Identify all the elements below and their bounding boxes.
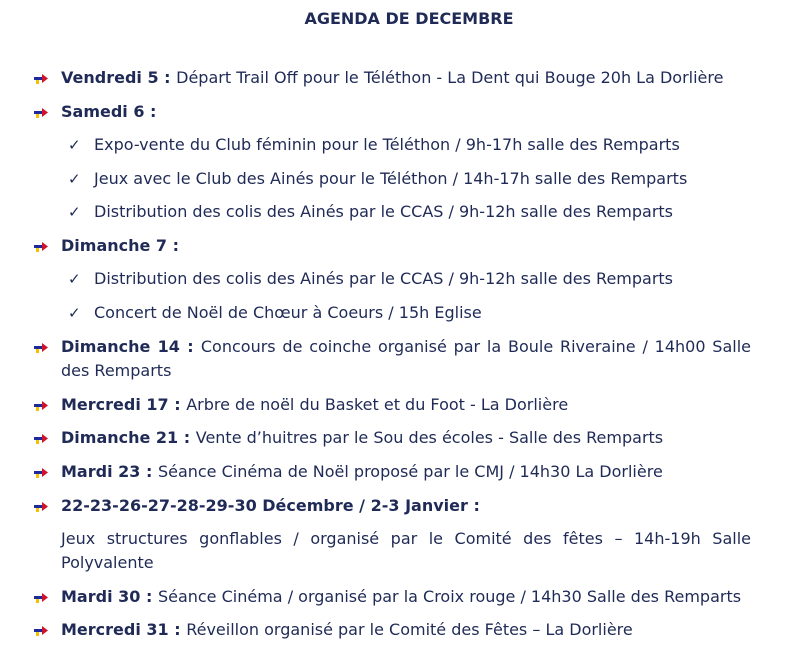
event-separator: :: [168, 620, 187, 639]
event-separator: :: [179, 337, 201, 356]
event-text: Concours de coinche organisé par la Boule Riveraine / 14h00 Salle des Remparts: [61, 337, 751, 380]
event-separator: :: [168, 395, 187, 414]
event-date: Dimanche 21: [61, 428, 179, 447]
event-line: [61, 494, 751, 518]
event-date: 22-23-26-27-28-29-30 Décembre / 2-3 Janvier: [61, 496, 468, 515]
event-separator: :: [140, 462, 158, 481]
arrow-bullet-icon: [34, 398, 48, 412]
checkmark-icon: ✓: [68, 270, 81, 288]
arrow-bullet-icon: [34, 340, 48, 354]
event-line: [61, 335, 751, 383]
event-text: Séance Cinéma de Noël proposé par le CMJ / 14h30 La Dorlière: [157, 462, 663, 481]
event-line: [61, 585, 751, 609]
event-text: Réveillon organisé par le Comité des Fêtes – La Dorlière: [186, 620, 633, 639]
event-date: Mercredi 31: [61, 620, 169, 639]
checkmark-icon: ✓: [68, 304, 81, 322]
arrow-bullet-icon: [34, 431, 48, 445]
sub-event: Expo-vente du Club féminin pour le Téléthon / 9h-17h salle des Remparts: [94, 135, 680, 154]
event-text: Départ Trail Off pour le Téléthon - La Dent qui Bouge 20h La Dorlière: [176, 68, 724, 87]
arrow-bullet-icon: [34, 499, 48, 513]
sub-event: Distribution des colis des Ainés par le CCAS / 9h-12h salle des Remparts: [94, 269, 674, 288]
arrow-bullet-icon: [34, 623, 48, 637]
event-line: [61, 66, 751, 90]
checkmark-icon: ✓: [68, 203, 81, 221]
event-text: Séance Cinéma / organisé par la Croix rouge / 14h30 Salle des Remparts: [157, 587, 742, 606]
checkmark-icon: ✓: [68, 170, 81, 188]
event-line: [61, 460, 751, 484]
event-line: [61, 234, 751, 258]
event-date: Dimanche 7: [61, 236, 168, 255]
event-date: Mercredi 17: [61, 395, 169, 414]
sub-event: Distribution des colis des Ainés par le CCAS / 9h-12h salle des Remparts: [94, 202, 674, 221]
event-line: [61, 618, 751, 642]
event-date: Vendredi 5: [61, 68, 159, 87]
event-separator: :: [167, 236, 180, 255]
arrow-bullet-icon: [34, 105, 48, 119]
event-separator: :: [158, 68, 177, 87]
event-text: Arbre de noël du Basket et du Foot - La Dorlière: [186, 395, 569, 414]
event-date: Mardi 30: [61, 587, 141, 606]
event-separator: :: [140, 587, 158, 606]
arrow-bullet-icon: [34, 590, 48, 604]
agenda-title: AGENDA DE DECEMBRE: [304, 9, 514, 28]
event-continuation: Jeux structures gonflables / organisé par le Comité des fêtes – 14h-19h Salle Polyvalente: [61, 529, 751, 572]
event-date: Dimanche 14: [61, 337, 180, 356]
event-line: [61, 100, 751, 124]
event-line: [61, 426, 751, 450]
sub-event: Concert de Noël de Chœur à Coeurs / 15h Eglise: [94, 303, 482, 322]
arrow-bullet-icon: [34, 239, 48, 253]
event-date: Samedi 6: [61, 102, 145, 121]
sub-event: Jeux avec le Club des Ainés pour le Téléthon / 14h-17h salle des Remparts: [94, 169, 688, 188]
event-separator: :: [144, 102, 157, 121]
event-text: Vente d’huitres par le Sou des écoles - Salle des Remparts: [195, 428, 664, 447]
arrow-bullet-icon: [34, 465, 48, 479]
event-date: Mardi 23: [61, 462, 141, 481]
arrow-bullet-icon: [34, 71, 48, 85]
event-line: [61, 393, 751, 417]
event-separator: :: [467, 496, 480, 515]
checkmark-icon: ✓: [68, 136, 81, 154]
event-separator: :: [178, 428, 196, 447]
